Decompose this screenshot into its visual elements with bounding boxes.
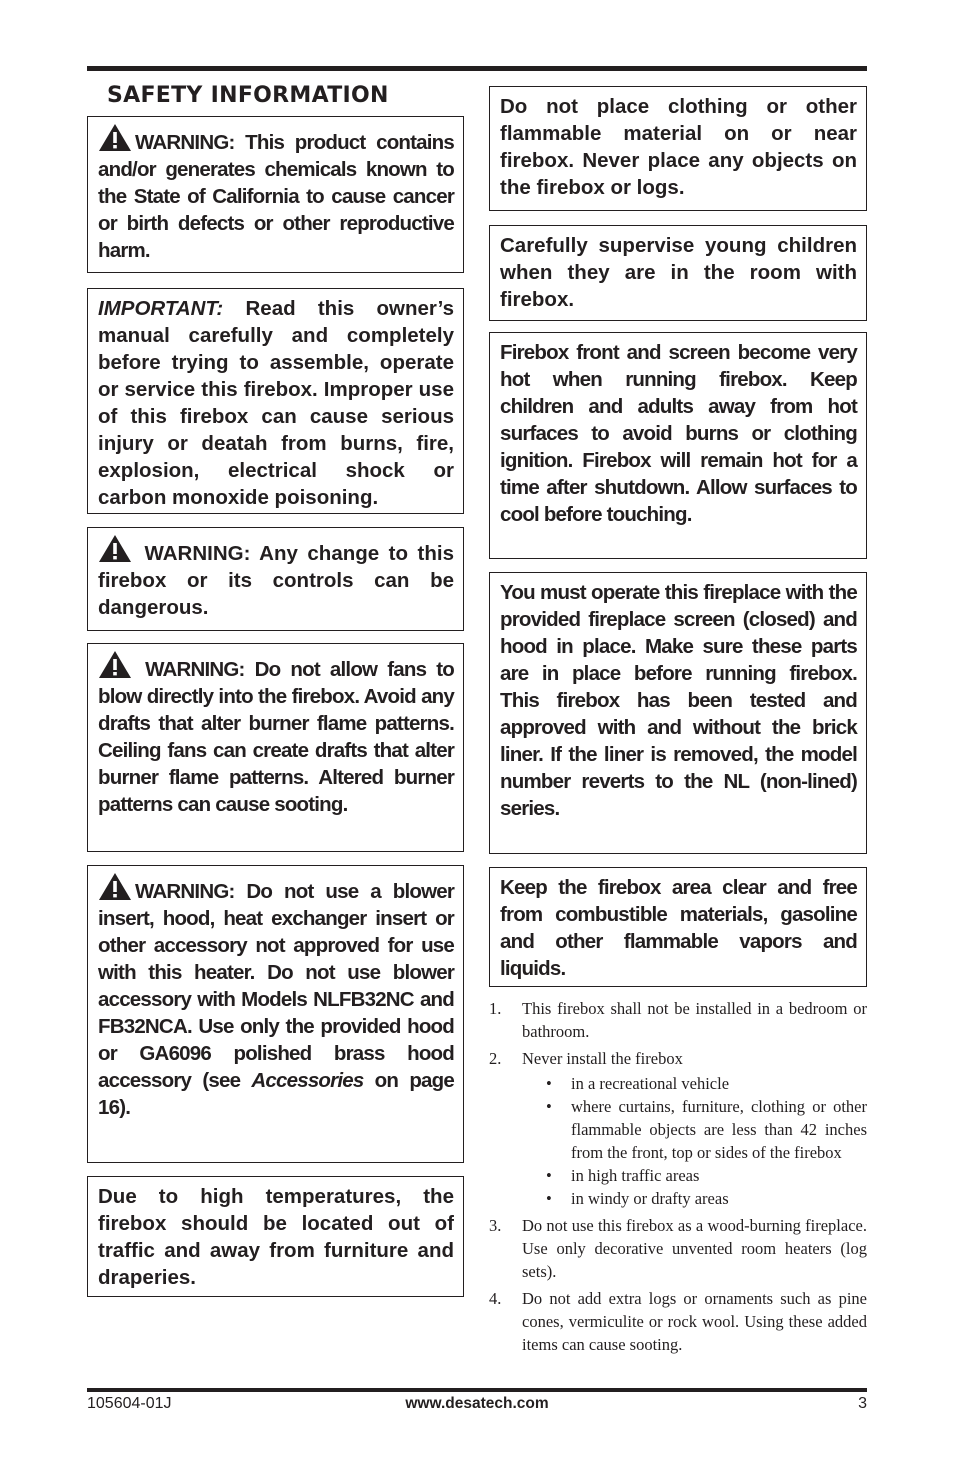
important-box [87,288,464,514]
warning-blower-box [87,865,464,1163]
important-lead: IMPORTANT: [98,297,224,320]
warning-text: Any change to this firebox or its controls can be dangerous. [98,542,454,619]
document-number: 105604-01J [87,1395,172,1412]
top-rule [87,66,867,71]
bottom-rule [87,1388,867,1392]
bullet-item: • in windy or drafty areas [546,1187,867,1210]
right-column [489,86,867,1360]
list-item: 1. This firebox shall not be installed in a bedroom or bathroom. [489,999,867,1041]
warning-triangle-icon [98,534,132,563]
warning-chemicals-box [87,116,464,273]
hot-surfaces-box: Firebox front and screen become very hot when running firebox. Keep children and adults away from hot surfaces to avoid burns or clothing ignition. Firebox will remain hot for a time after shutdown. Allow surfaces to cool before touching. [489,332,867,559]
warning-lead: WARNING: [135,131,235,154]
operate-fireplace-box: You must operate this fireplace with the provided fireplace screen (closed) and hood in place. Make sure these parts are in place before running firebox. This firebox has been tested and approved with and without the brick liner. If the liner is removed, the model number reverts to the NL (non-lined) series. [489,572,867,854]
accessories-reference: Accessories [251,1069,364,1092]
section-title: SAFETY INFORMATION [107,83,389,108]
clear-area-box: Keep the firebox area clear and free from combustible materials, gasoline and other flammable vapors and liquids. [489,867,867,987]
warning-lead: WARNING: [135,880,235,903]
list-item: 3. Do not use this firebox as a wood-burning fireplace. Use only decorative unvented room heaters (log sets). [489,1216,867,1281]
warning-triangle-icon [98,123,132,152]
warning-triangle-icon [98,872,132,901]
warning-text: Do not use a blower insert, hood, heat exchanger insert or other accessory not approved for use with this heater. Do not use blower accessory with Models NLFB32NC and FB32NCA. Use only the provided hood or GA6096 polished brass hood accessory (see [98,880,454,1092]
bullet-item: • in high traffic areas [546,1164,867,1187]
page-number: 3 [858,1395,867,1412]
supervise-children-box: Carefully supervise young children when they are in the room with firebox. [489,225,867,321]
warning-text: Do not allow fans to blow directly into the firebox. Avoid any drafts that alter burner flame patterns. Ceiling fans can create drafts that alter burner flame patterns. Altered burner patterns can cause sooting. [98,658,454,816]
bullet-item: • in a recreational vehicle [546,1072,867,1095]
left-column [87,80,464,1297]
important-text: Read this owner’s manual carefully and completely before trying to assemble, operate or service this firebox. Improper use of this firebox can cause serious injury or deatah from burns, fire, explosion, electrical shock or carbon monoxide poisoning. [98,297,454,509]
clothing-box: Do not place clothing or other flammable material on or near firebox. Never place any objects on the firebox or logs. [489,86,867,211]
warning-change-box [87,527,464,631]
installation-notes [489,997,867,1356]
warning-tail: on page 16). [98,1069,454,1119]
warning-text: This product contains and/or generates chemicals known to the State of California to cause cancer or birth defects or other reproductive harm. [98,131,454,262]
high-temperatures-box: Due to high temperatures, the firebox should be located out of traffic and away from furniture and draperies. [87,1176,464,1297]
warning-lead: WARNING: [144,542,251,565]
bullet-list [522,1072,867,1210]
warning-lead: WARNING: [145,658,245,681]
warning-triangle-icon [98,650,132,679]
warning-fans-box [87,643,464,852]
bullet-item: • where curtains, furniture, clothing or other flammable objects are less than 42 inches from the front, top or sides of the firebox [546,1095,867,1164]
list-item: 4. Do not add extra logs or ornaments such as pine cones, vermiculite or rock wool. Using these added items can cause sooting. [489,1289,867,1354]
website-link[interactable]: www.desatech.com [405,1395,549,1412]
list-item: 2. Never install the firebox • in a recreational vehicle • where curtains, furniture, clothing or other flammable objects are less than 42 inches from the front, top or sides of the firebox • in high traffic areas • in windy or drafty areas [489,1047,867,1210]
